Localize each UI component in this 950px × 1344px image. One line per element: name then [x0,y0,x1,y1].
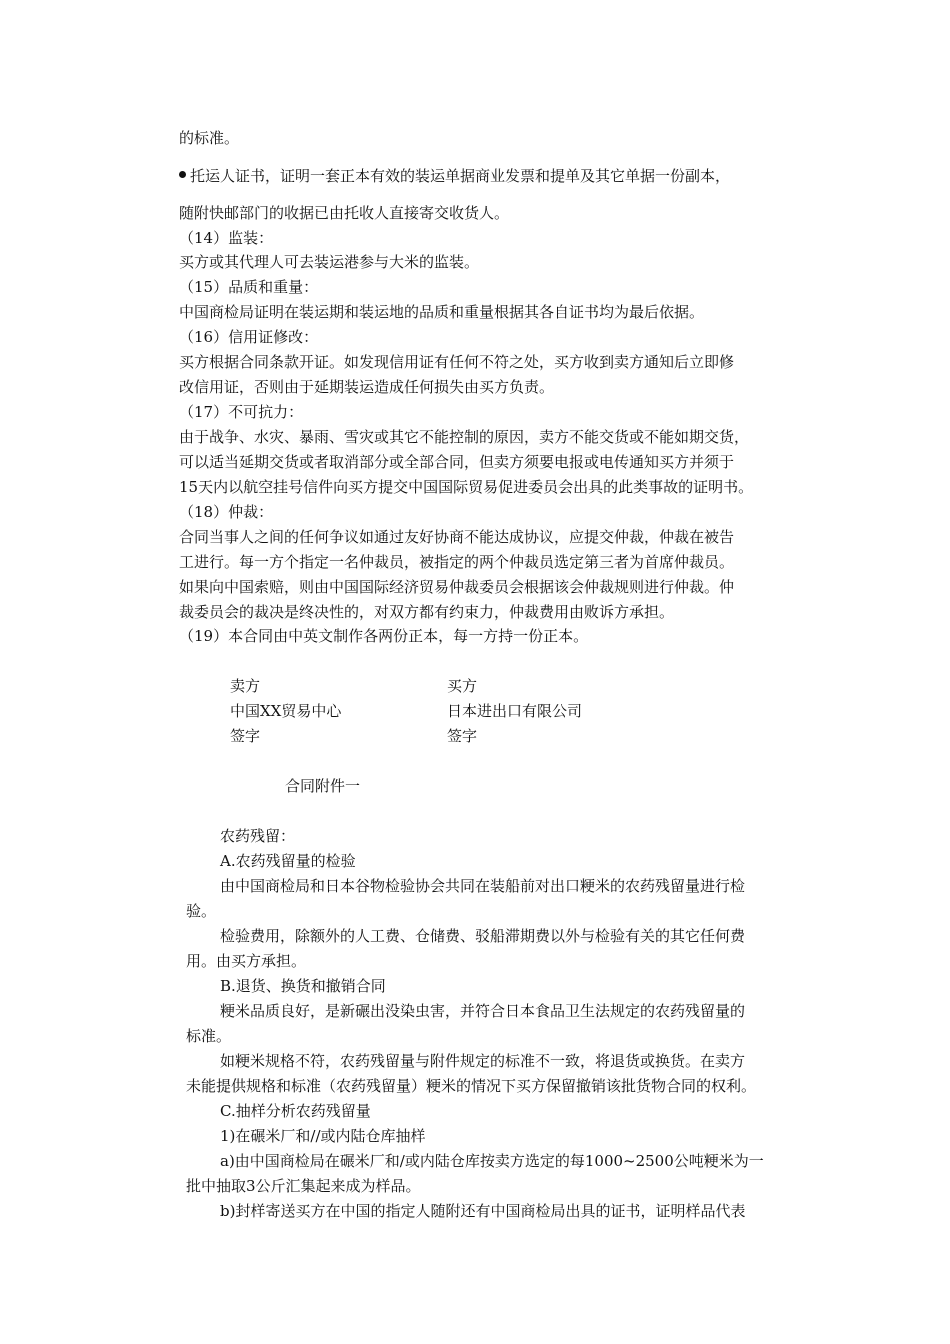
section-heading: （18）仲裁： [179,503,274,521]
section-heading: （16）信用证修改： [179,328,319,346]
text-line: 买方根据合同条款开证。如发现信用证有任何不符之处，买方收到卖方通知后立即修 [179,353,735,371]
annex-subheading: A.农药残留量的检验 [220,852,356,870]
text-line: 的标准。 [179,129,240,147]
text-line: 由中国商检局和日本谷物检验协会共同在装船前对出口粳米的农药残留量进行检 [220,877,746,895]
annex-subheading: C.抽样分析农药残留量 [220,1102,371,1120]
bullet-icon [179,171,186,178]
buyer-label: 买方 [447,677,478,695]
text-line: 由于战争、水灾、暴雨、雪灾或其它不能控制的原因，卖方不能交货或不能如期交货， [179,428,750,446]
text-line: 买方或其代理人可去装运港参与大米的监装。 [179,253,480,271]
section-heading: （14）监装： [179,229,274,247]
annex-title: 合同附件一 [285,777,361,795]
seller-name: 中国XX贸易中心 [230,702,342,720]
text-line: 验。 [186,902,217,920]
section-heading: （19）本合同由中英文制作各两份正本，每一方持一份正本。 [179,627,589,645]
text-line: 随附快邮部门的收据已由托收人直接寄交收货人。 [179,204,510,222]
text-line: 可以适当延期交货或者取消部分或全部合同，但卖方须要电报或电传通知买方并须于 [179,453,735,471]
text-line: 标准。 [186,1027,232,1045]
buyer-signature: 签字 [447,727,478,745]
text-line: 中国商检局证明在装运期和装运地的品质和重量根据其各自证书均为最后依据。 [179,303,705,321]
annex-heading: 农药残留： [220,827,296,845]
text-line: 15天内以航空挂号信件向买方提交中国国际贸易促进委员会出具的此类事故的证明书。 [179,478,754,496]
buyer-name: 日本进出口有限公司 [447,702,583,720]
text-line: 1)在碾米厂和//或内陆仓库抽样 [220,1127,426,1145]
seller-label: 卖方 [230,677,261,695]
text-line: a)由中国商检局在碾米厂和/或内陆仓库按卖方选定的每1000~2500公吨粳米为一 [220,1152,764,1170]
text-line: 批中抽取3公斤汇集起来成为样品。 [186,1177,421,1195]
text-line: b)封样寄送买方在中国的指定人随附还有中国商检局出具的证书，证明样品代表 [220,1202,746,1220]
text-line: 粳米品质良好，是新碾出没染虫害，并符合日本食品卫生法规定的农药残留量的 [220,1002,746,1020]
text-line: 托运人证书，证明一套正本有效的装运单据商业发票和提单及其它单据一份副本， [190,167,731,185]
text-line: 未能提供规格和标准（农药残留量）粳米的情况下买方保留撤销该批货物合同的权利。 [186,1077,757,1095]
text-line: 裁委员会的裁决是终决性的，对双方都有约束力，仲裁费用由败诉方承担。 [179,603,675,621]
text-line: 如粳米规格不符，农药残留量与附件规定的标准不一致，将退货或换货。在卖方 [220,1052,746,1070]
section-heading: （15）品质和重量： [179,278,319,296]
text-line: 合同当事人之间的任何争议如通过友好协商不能达成协议，应提交仲裁，仲裁在被告 [179,528,735,546]
text-line: 改信用证，否则由于延期装运造成任何损失由买方负责。 [179,378,555,396]
text-line: 检验费用，除额外的人工费、仓储费、驳船滞期费以外与检验有关的其它任何费 [220,927,746,945]
text-line: 用。由买方承担。 [186,952,307,970]
seller-signature: 签字 [230,727,261,745]
annex-subheading: B.退货、换货和撤销合同 [220,977,386,995]
section-heading: （17）不可抗力： [179,403,304,421]
text-line: 工进行。每一方个指定一名仲裁员，被指定的两个仲裁员选定第三者为首席仲裁员。 [179,553,735,571]
text-line: 如果向中国索赔，则由中国国际经济贸易仲裁委员会根据该会仲裁规则进行仲裁。仲 [179,578,735,596]
